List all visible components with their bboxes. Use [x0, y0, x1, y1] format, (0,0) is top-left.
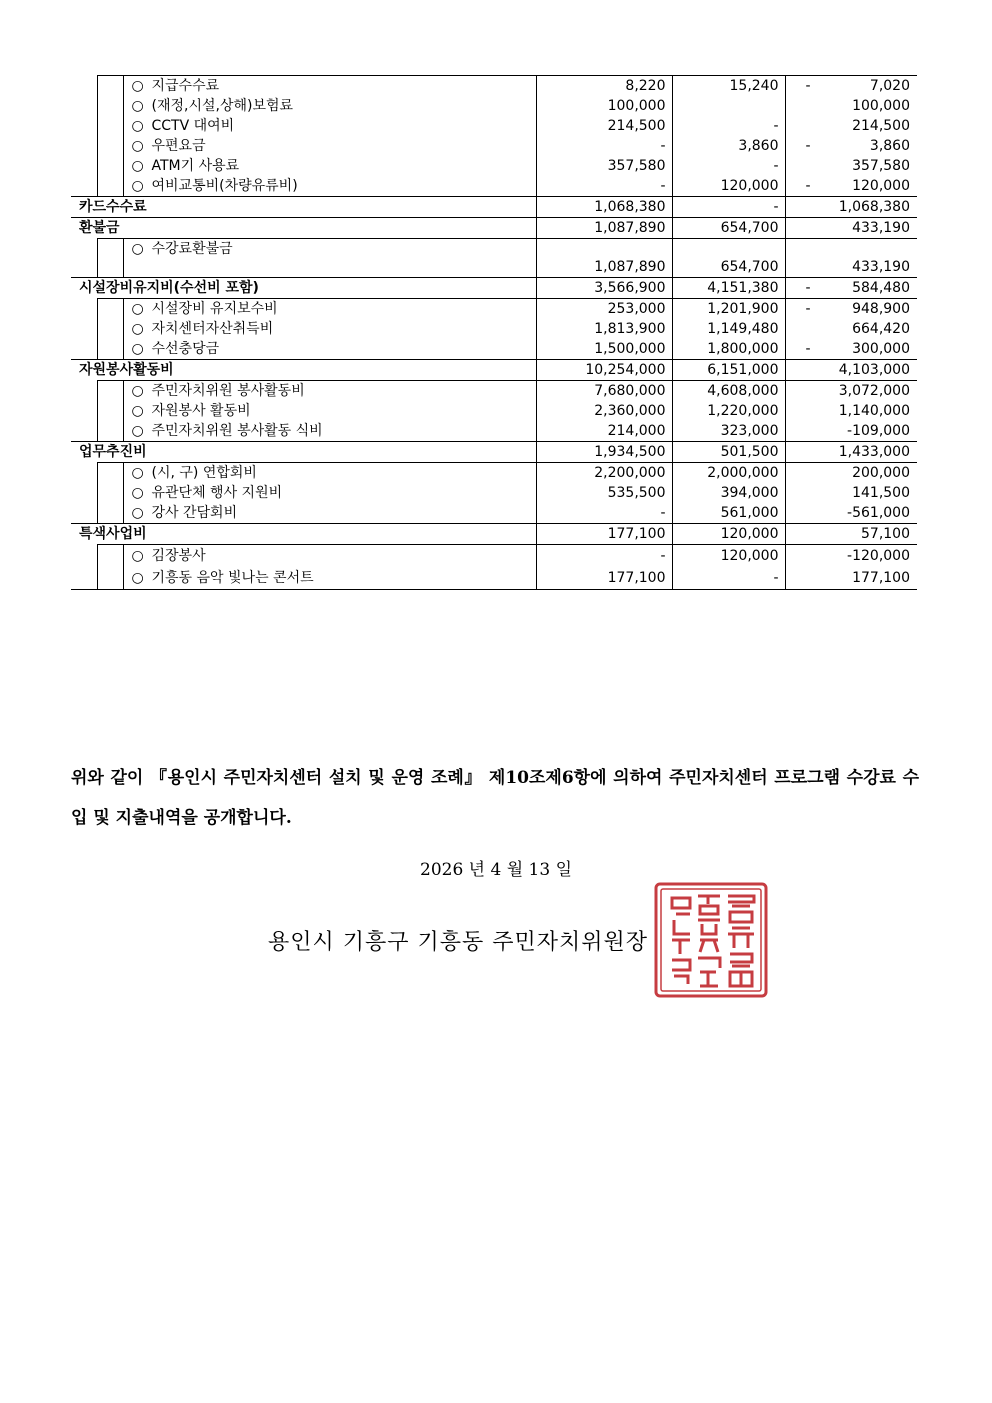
- item-label-cell: [123, 339, 536, 360]
- amount-a-cell: 3,566,900: [536, 278, 672, 299]
- indent-cell: [71, 401, 97, 421]
- circle-bullet-icon: ○: [131, 98, 144, 114]
- indent-cell: [97, 76, 123, 97]
- difference-value: 214,500: [852, 118, 910, 134]
- item-label: 김장봉사: [151, 548, 206, 564]
- amount-a-cell: 1,500,000: [536, 339, 672, 360]
- indent-cell: [71, 299, 97, 320]
- difference-cell: [785, 218, 917, 239]
- circle-bullet-icon: ○: [131, 301, 144, 317]
- circle-bullet-icon: ○: [131, 423, 144, 439]
- difference-cell: [785, 76, 917, 97]
- indent-cell: [71, 545, 97, 568]
- difference-cell: [785, 176, 917, 197]
- indent-cell: [97, 567, 123, 590]
- amount-a-cell: -: [536, 503, 672, 524]
- amount-b-cell: 4,608,000: [672, 381, 785, 402]
- amount-a-cell: 100,000: [536, 96, 672, 116]
- category-row: [71, 360, 917, 381]
- official-seal-stamp: [652, 880, 770, 1000]
- difference-cell: [785, 421, 917, 442]
- notice-date: 2026 년 4 월 13 일: [420, 860, 572, 880]
- difference-value: 7,020: [869, 78, 910, 94]
- indent-cell: [97, 545, 123, 568]
- amount-a-cell: 214,000: [536, 421, 672, 442]
- item-label-cell: [123, 136, 536, 156]
- amount-a-cell: 177,100: [536, 567, 672, 590]
- indent-cell: [97, 503, 123, 524]
- minus-sign: -: [805, 301, 811, 317]
- item-label: 기흥동 음악 빛나는 콘서트: [151, 570, 314, 586]
- indent-cell: [71, 463, 97, 484]
- item-label-cell: [123, 176, 536, 197]
- circle-bullet-icon: ○: [131, 158, 144, 174]
- category-label: 환불금: [71, 218, 536, 239]
- difference-cell: [785, 442, 917, 463]
- item-label-cell: [123, 96, 536, 116]
- difference-value: 584,480: [852, 280, 910, 296]
- indent-cell: [71, 503, 97, 524]
- indent-cell: [97, 96, 123, 116]
- category-label: 특색사업비: [71, 524, 536, 545]
- item-label: 자치센터자산취득비: [151, 321, 274, 337]
- indent-cell: [97, 421, 123, 442]
- indent-cell: [71, 176, 97, 197]
- item-row: [71, 176, 917, 197]
- difference-cell: [785, 483, 917, 503]
- item-row: [71, 136, 917, 156]
- amount-b-cell: 1,149,480: [672, 319, 785, 339]
- indent-cell: [97, 176, 123, 197]
- item-label-cell: [123, 239, 536, 278]
- item-row: [71, 76, 917, 97]
- amount-b-cell: 1,220,000: [672, 401, 785, 421]
- circle-bullet-icon: ○: [131, 485, 144, 501]
- item-label: 수강료환불금: [151, 241, 233, 257]
- indent-cell: [97, 483, 123, 503]
- budget-table-body: [71, 76, 917, 590]
- item-label: CCTV 대여비: [151, 118, 235, 134]
- amount-a-cell: -: [536, 176, 672, 197]
- amount-b-cell: 561,000: [672, 503, 785, 524]
- item-row: [71, 319, 917, 339]
- item-row: [71, 299, 917, 320]
- difference-value: 433,190: [852, 220, 910, 236]
- difference-cell: [785, 319, 917, 339]
- item-row: [71, 483, 917, 503]
- item-label: 자원봉사 활동비: [151, 403, 251, 419]
- circle-bullet-icon: ○: [131, 548, 144, 564]
- indent-cell: [97, 463, 123, 484]
- indent-cell: [71, 319, 97, 339]
- category-label: 카드수수료: [71, 197, 536, 218]
- item-label: 시설장비 유지보수비: [151, 301, 278, 317]
- indent-cell: [97, 401, 123, 421]
- difference-value: 100,000: [852, 98, 910, 114]
- difference-value: 3,072,000: [838, 383, 910, 399]
- difference-value: 948,900: [852, 301, 910, 317]
- category-label: 업무추진비: [71, 442, 536, 463]
- item-label-cell: [123, 76, 536, 97]
- indent-cell: [71, 381, 97, 402]
- item-label: 수선충당금: [151, 341, 220, 357]
- circle-bullet-icon: ○: [131, 178, 144, 194]
- amount-b-cell: 120,000: [672, 524, 785, 545]
- difference-value: -120,000: [847, 548, 910, 564]
- amount-b-cell: 2,000,000: [672, 463, 785, 484]
- difference-value: 200,000: [852, 465, 910, 481]
- difference-value: -561,000: [847, 505, 910, 521]
- item-row: [71, 96, 917, 116]
- amount-a-cell: 1,813,900: [536, 319, 672, 339]
- item-label: 지급수수료: [151, 78, 220, 94]
- difference-cell: [785, 136, 917, 156]
- amount-a-cell: 2,360,000: [536, 401, 672, 421]
- difference-value: 1,433,000: [838, 444, 910, 460]
- circle-bullet-icon: ○: [131, 465, 144, 481]
- difference-cell: [785, 278, 917, 299]
- indent-cell: [71, 239, 97, 278]
- amount-b-cell: 15,240: [672, 76, 785, 97]
- amount-b-cell: 654,700: [672, 218, 785, 239]
- circle-bullet-icon: ○: [131, 505, 144, 521]
- indent-cell: [97, 136, 123, 156]
- difference-cell: [785, 197, 917, 218]
- category-row: [71, 442, 917, 463]
- difference-value: 177,100: [852, 570, 910, 586]
- difference-cell: [785, 299, 917, 320]
- item-label: 유관단체 행사 지원비: [151, 485, 283, 501]
- amount-a-cell: 7,680,000: [536, 381, 672, 402]
- item-label-cell: [123, 381, 536, 402]
- amount-b-cell: [672, 96, 785, 116]
- indent-cell: [97, 319, 123, 339]
- indent-cell: [71, 76, 97, 97]
- amount-a-cell: 1,087,890: [536, 239, 672, 278]
- circle-bullet-icon: ○: [131, 403, 144, 419]
- indent-cell: [71, 421, 97, 442]
- difference-cell: [785, 360, 917, 381]
- minus-sign: -: [805, 280, 811, 296]
- difference-value: 1,068,380: [838, 199, 910, 215]
- difference-cell: [785, 116, 917, 136]
- difference-cell: [785, 381, 917, 402]
- item-row: [71, 421, 917, 442]
- item-label: 우편요금: [151, 138, 206, 154]
- signer-title: 용인시 기흥구 기흥동 주민자치위원장: [268, 930, 649, 955]
- indent-cell: [71, 567, 97, 590]
- circle-bullet-icon: ○: [131, 570, 144, 586]
- amount-a-cell: 214,500: [536, 116, 672, 136]
- disclosure-notice: 위와 같이 『용인시 주민자치센터 설치 및 운영 조례』 제10조제6항에 의하여 주민자치센터 프로그램 수강료 수입 및 지출내역을 공개합니다.: [71, 768, 919, 828]
- difference-cell: [785, 524, 917, 545]
- budget-table: [71, 75, 917, 590]
- item-label-cell: [123, 463, 536, 484]
- indent-cell: [71, 96, 97, 116]
- amount-a-cell: -: [536, 545, 672, 568]
- difference-value: -109,000: [847, 423, 910, 439]
- item-row: [71, 545, 917, 568]
- difference-cell: [785, 567, 917, 590]
- item-row: [71, 567, 917, 590]
- amount-b-cell: 4,151,380: [672, 278, 785, 299]
- difference-cell: [785, 503, 917, 524]
- category-label: 시설장비유지비(수선비 포함): [71, 278, 536, 299]
- amount-a-cell: 1,068,380: [536, 197, 672, 218]
- amount-b-cell: 323,000: [672, 421, 785, 442]
- amount-b-cell: -: [672, 156, 785, 176]
- amount-b-cell: -: [672, 116, 785, 136]
- item-row: [71, 401, 917, 421]
- difference-value: 300,000: [852, 341, 910, 357]
- amount-a-cell: 1,934,500: [536, 442, 672, 463]
- item-label-cell: [123, 483, 536, 503]
- difference-value: 664,420: [852, 321, 910, 337]
- category-row: [71, 197, 917, 218]
- circle-bullet-icon: ○: [131, 341, 144, 357]
- difference-value: 4,103,000: [838, 362, 910, 378]
- amount-a-cell: 2,200,000: [536, 463, 672, 484]
- difference-value: 3,860: [869, 138, 910, 154]
- amount-a-cell: 8,220: [536, 76, 672, 97]
- item-label: 주민자치위원 봉사활동비: [151, 383, 305, 399]
- circle-bullet-icon: ○: [131, 383, 144, 399]
- difference-cell: [785, 401, 917, 421]
- amount-b-cell: 1,800,000: [672, 339, 785, 360]
- indent-cell: [71, 339, 97, 360]
- amount-b-cell: -: [672, 197, 785, 218]
- circle-bullet-icon: ○: [131, 138, 144, 154]
- indent-cell: [71, 483, 97, 503]
- indent-cell: [97, 381, 123, 402]
- minus-sign: -: [805, 178, 811, 194]
- item-label-cell: [123, 421, 536, 442]
- circle-bullet-icon: ○: [131, 241, 144, 257]
- difference-value: 120,000: [852, 178, 910, 194]
- item-label: ATM기 사용료: [151, 158, 240, 174]
- amount-b-cell: 120,000: [672, 176, 785, 197]
- difference-cell: [785, 156, 917, 176]
- amount-b-cell: 6,151,000: [672, 360, 785, 381]
- category-row: [71, 278, 917, 299]
- difference-value: 141,500: [852, 485, 910, 501]
- difference-cell: [785, 239, 917, 278]
- item-label-cell: [123, 319, 536, 339]
- item-label-cell: [123, 401, 536, 421]
- difference-cell: [785, 545, 917, 568]
- item-row: [71, 381, 917, 402]
- item-row: [71, 116, 917, 136]
- difference-value: 1,140,000: [838, 403, 910, 419]
- indent-cell: [71, 136, 97, 156]
- indent-cell: [97, 156, 123, 176]
- amount-a-cell: 253,000: [536, 299, 672, 320]
- item-label: 강사 간담회비: [151, 505, 238, 521]
- item-label-cell: [123, 545, 536, 568]
- item-label: 여비교통비(차량유류비): [151, 178, 298, 194]
- item-label: 주민자치위원 봉사활동 식비: [151, 423, 323, 439]
- indent-cell: [97, 299, 123, 320]
- item-label-cell: [123, 567, 536, 590]
- amount-b-cell: 501,500: [672, 442, 785, 463]
- item-label: (시, 구) 연합회비: [151, 465, 257, 481]
- indent-cell: [71, 156, 97, 176]
- amount-a-cell: 357,580: [536, 156, 672, 176]
- circle-bullet-icon: ○: [131, 321, 144, 337]
- amount-b-cell: 120,000: [672, 545, 785, 568]
- difference-cell: [785, 463, 917, 484]
- item-label-cell: [123, 116, 536, 136]
- item-row: [71, 339, 917, 360]
- difference-value: 57,100: [861, 526, 910, 542]
- circle-bullet-icon: ○: [131, 78, 144, 94]
- indent-cell: [71, 116, 97, 136]
- item-row: [71, 239, 917, 278]
- difference-value: 433,190: [852, 259, 910, 275]
- item-label: (재정,시설,상해)보험료: [151, 98, 294, 114]
- amount-a-cell: 10,254,000: [536, 360, 672, 381]
- item-row: [71, 503, 917, 524]
- item-label-cell: [123, 299, 536, 320]
- item-row: [71, 463, 917, 484]
- amount-b-cell: 394,000: [672, 483, 785, 503]
- minus-sign: -: [805, 138, 811, 154]
- indent-cell: [97, 239, 123, 278]
- indent-cell: [97, 339, 123, 360]
- indent-cell: [97, 116, 123, 136]
- difference-value: 357,580: [852, 158, 910, 174]
- circle-bullet-icon: ○: [131, 118, 144, 134]
- difference-cell: [785, 96, 917, 116]
- difference-cell: [785, 339, 917, 360]
- amount-b-cell: -: [672, 567, 785, 590]
- minus-sign: -: [805, 78, 811, 94]
- category-row: [71, 218, 917, 239]
- minus-sign: -: [805, 341, 811, 357]
- item-row: [71, 156, 917, 176]
- amount-a-cell: 535,500: [536, 483, 672, 503]
- amount-a-cell: 1,087,890: [536, 218, 672, 239]
- amount-a-cell: -: [536, 136, 672, 156]
- amount-b-cell: 3,860: [672, 136, 785, 156]
- amount-b-cell: 654,700: [672, 239, 785, 278]
- item-label-cell: [123, 156, 536, 176]
- amount-a-cell: 177,100: [536, 524, 672, 545]
- category-label: 자원봉사활동비: [71, 360, 536, 381]
- item-label-cell: [123, 503, 536, 524]
- amount-b-cell: 1,201,900: [672, 299, 785, 320]
- category-row: [71, 524, 917, 545]
